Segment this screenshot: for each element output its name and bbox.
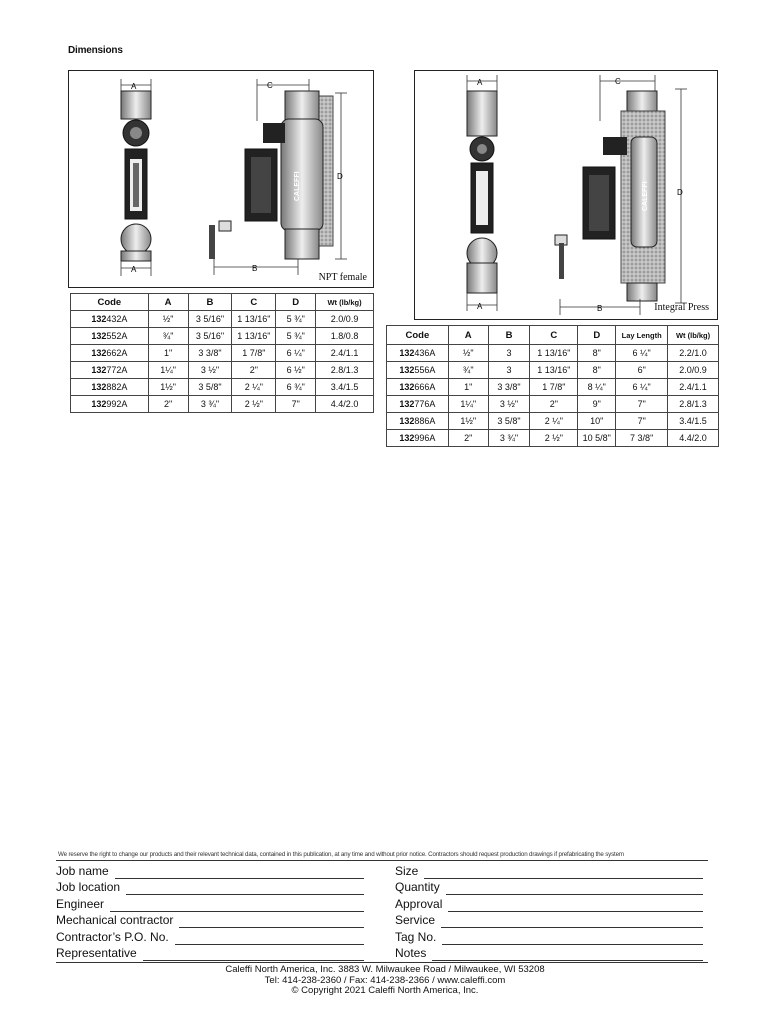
cell-b: 3 3/8" <box>488 379 530 396</box>
cell-code <box>387 396 449 413</box>
approval-field[interactable] <box>395 896 703 912</box>
cell-c: 2 ¼" <box>530 413 578 430</box>
cell-wt: 2.0/0.9 <box>316 311 374 328</box>
code-suffix: 552A <box>106 331 128 341</box>
code-suffix: 996A <box>414 433 436 443</box>
cell-code <box>387 362 449 379</box>
field-line <box>110 900 364 912</box>
field-label: Approval <box>395 896 443 911</box>
mechanical-contractor-field[interactable] <box>56 912 364 928</box>
code-suffix: 432A <box>106 314 128 324</box>
dim-a-bottom: A <box>477 302 483 311</box>
cell-a: 2" <box>448 430 488 447</box>
cell-lay: 7" <box>616 396 668 413</box>
code-suffix: 886A <box>414 416 436 426</box>
field-label: Job name <box>56 863 109 878</box>
cell-c: 1 7/8" <box>232 345 276 362</box>
cell-code <box>387 430 449 447</box>
field-label: Representative <box>56 945 137 960</box>
engineer-field[interactable] <box>56 896 364 912</box>
cell-wt: 3.4/1.5 <box>668 413 719 430</box>
dim-c: C <box>615 77 621 86</box>
front-view <box>121 79 151 276</box>
cell-c: 2 ½" <box>232 396 276 413</box>
cell-a: 1¼" <box>148 362 188 379</box>
cell-b: 3 ¾" <box>188 396 232 413</box>
cell-lay: 7 3/8" <box>616 430 668 447</box>
dim-b: B <box>597 304 603 313</box>
cell-code <box>71 328 149 345</box>
job-name-field[interactable] <box>56 863 364 879</box>
cell-c: 1 13/16" <box>530 345 578 362</box>
side-view <box>555 75 687 315</box>
cell-d: 6 ¼" <box>276 345 316 362</box>
footer-address: Caleffi North America, Inc. 3883 W. Milwaukee Road / Milwaukee, WI 53208 <box>225 964 545 975</box>
disclaimer: We reserve the right to change our products and their relevant technical data, contained in this publication, at any time and without prior notice. Contractors should request production drawings if prefabricating the system <box>58 851 624 858</box>
table-row <box>387 362 719 379</box>
divider-bottom <box>56 962 708 963</box>
cell-c: 1 13/16" <box>530 362 578 379</box>
cell-wt: 3.4/1.5 <box>316 379 374 396</box>
cell-c: 2" <box>232 362 276 379</box>
dim-b: B <box>252 264 258 273</box>
cell-d: 10 5/8" <box>578 430 616 447</box>
field-label: Notes <box>395 945 427 960</box>
valve-brand-label: CALEFFI <box>642 181 649 211</box>
cell-code <box>387 413 449 430</box>
section-title: Dimensions <box>68 45 123 56</box>
tag-number-field[interactable] <box>395 929 703 945</box>
table-row <box>71 379 374 396</box>
field-label: Quantity <box>395 879 440 894</box>
code-prefix: 132 <box>91 365 107 375</box>
cell-d: 5 ¾" <box>276 311 316 328</box>
table-row <box>387 430 719 447</box>
cell-wt: 4.4/2.0 <box>668 430 719 447</box>
cell-a: 1½" <box>148 379 188 396</box>
code-prefix: 132 <box>399 348 415 358</box>
header-weight: Wt (lb/kg) <box>668 326 719 345</box>
cell-d: 6 ¾" <box>276 379 316 396</box>
dim-a-bottom: A <box>131 265 137 274</box>
footer-contact: Tel: 414-238-2360 / Fax: 414-238-2366 / www.caleffi.com <box>264 974 506 986</box>
code-prefix: 132 <box>399 416 415 426</box>
po-number-field[interactable] <box>56 929 364 945</box>
code-suffix: 662A <box>106 348 128 358</box>
table-row <box>71 328 374 345</box>
press-dimensions-table <box>386 325 719 447</box>
dim-c: C <box>267 81 273 90</box>
header-code: Code <box>71 294 149 311</box>
cell-d: 10" <box>578 413 616 430</box>
code-suffix: 992A <box>106 399 128 409</box>
field-label: Size <box>395 863 419 878</box>
service-field[interactable] <box>395 912 703 928</box>
cell-c: 1 13/16" <box>232 328 276 345</box>
cell-wt: 2.4/1.1 <box>316 345 374 362</box>
table-row <box>387 396 719 413</box>
field-label: Tag No. <box>395 929 437 944</box>
header-b: B <box>188 294 232 311</box>
cell-wt: 2.8/1.3 <box>668 396 719 413</box>
cell-c: 2 ¼" <box>232 379 276 396</box>
field-line <box>143 949 364 961</box>
job-location-field[interactable] <box>56 879 364 895</box>
cell-b: 3 5/16" <box>188 311 232 328</box>
field-line <box>175 933 364 945</box>
cell-a: ½" <box>448 345 488 362</box>
cell-d: 8" <box>578 362 616 379</box>
table-row <box>387 345 719 362</box>
npt-caption: NPT female <box>318 272 367 283</box>
code-suffix: 882A <box>106 382 128 392</box>
cell-a: 1½" <box>448 413 488 430</box>
cell-a: 1" <box>448 379 488 396</box>
code-prefix: 132 <box>91 331 107 341</box>
cell-code <box>71 345 149 362</box>
npt-valve-illustration <box>69 71 372 286</box>
cell-code <box>71 379 149 396</box>
header-d: D <box>578 326 616 345</box>
size-field[interactable] <box>395 863 703 879</box>
table-row <box>71 362 374 379</box>
cell-wt: 4.4/2.0 <box>316 396 374 413</box>
field-line <box>424 867 703 879</box>
press-table-body <box>387 345 719 447</box>
header-lay-length: Lay Length <box>616 326 668 345</box>
cell-d: 8 ¼" <box>578 379 616 396</box>
cell-a: 1" <box>148 345 188 362</box>
field-label: Mechanical contractor <box>56 912 174 927</box>
header-c: C <box>530 326 578 345</box>
field-line <box>442 933 703 945</box>
cell-b: 3 <box>488 345 530 362</box>
table-header-row <box>387 326 719 345</box>
dim-d: D <box>677 188 683 197</box>
field-line <box>446 883 703 895</box>
field-label: Engineer <box>56 896 105 911</box>
cell-d: 8" <box>578 345 616 362</box>
dim-a-top: A <box>131 82 137 91</box>
cell-lay: 6 ¼" <box>616 345 668 362</box>
code-prefix: 132 <box>91 399 107 409</box>
field-line <box>179 916 364 928</box>
cell-code <box>387 345 449 362</box>
table-row <box>71 311 374 328</box>
dim-a-top: A <box>477 78 483 87</box>
code-prefix: 132 <box>399 433 415 443</box>
field-label: Service <box>395 912 436 927</box>
footer-copyright: © Copyright 2021 Caleffi North America, Inc. <box>291 985 479 996</box>
cell-d: 6 ½" <box>276 362 316 379</box>
table-row <box>71 396 374 413</box>
notes-field[interactable] <box>395 945 703 961</box>
field-label: Contractor’s P.O. No. <box>56 929 169 944</box>
code-prefix: 132 <box>91 382 107 392</box>
cell-d: 5 ¾" <box>276 328 316 345</box>
table-row <box>71 345 374 362</box>
cell-lay: 6" <box>616 362 668 379</box>
code-suffix: 556A <box>414 365 436 375</box>
cell-a: 1¼" <box>448 396 488 413</box>
footer <box>0 965 770 997</box>
code-prefix: 132 <box>91 348 107 358</box>
cell-code <box>71 396 149 413</box>
npt-table-body <box>71 311 374 413</box>
cell-code <box>71 362 149 379</box>
cell-wt: 2.8/1.3 <box>316 362 374 379</box>
code-suffix: 776A <box>414 399 436 409</box>
cell-b: 3 ½" <box>488 396 530 413</box>
cell-wt: 2.2/1.0 <box>668 345 719 362</box>
header-a: A <box>148 294 188 311</box>
cell-b: 3 <box>488 362 530 379</box>
field-line <box>441 916 703 928</box>
press-valve-illustration <box>415 71 716 318</box>
field-line <box>432 949 703 961</box>
cell-lay: 6 ¼" <box>616 379 668 396</box>
valve-brand-label: CALEFFI <box>294 171 301 201</box>
field-label: Job location <box>56 879 121 894</box>
code-prefix: 132 <box>399 382 415 392</box>
cell-wt: 2.0/0.9 <box>668 362 719 379</box>
header-b: B <box>488 326 530 345</box>
cell-b: 3 ¾" <box>488 430 530 447</box>
press-caption: Integral Press <box>654 302 709 313</box>
npt-dimensions-table <box>70 293 374 413</box>
quantity-field[interactable] <box>395 879 703 895</box>
cell-c: 1 13/16" <box>232 311 276 328</box>
cell-code <box>387 379 449 396</box>
divider-top <box>56 860 708 861</box>
code-suffix: 666A <box>414 382 436 392</box>
cell-b: 3 5/8" <box>488 413 530 430</box>
cell-code <box>71 311 149 328</box>
cell-a: ½" <box>148 311 188 328</box>
header-c: C <box>232 294 276 311</box>
npt-drawing <box>68 70 374 288</box>
code-prefix: 132 <box>399 399 415 409</box>
code-prefix: 132 <box>91 314 107 324</box>
cell-a: ¾" <box>448 362 488 379</box>
cell-b: 3 5/8" <box>188 379 232 396</box>
press-drawing <box>414 70 718 320</box>
header-weight: Wt (lb/kg) <box>316 294 374 311</box>
representative-field[interactable] <box>56 945 364 961</box>
cell-wt: 1.8/0.8 <box>316 328 374 345</box>
header-d: D <box>276 294 316 311</box>
cell-c: 2" <box>530 396 578 413</box>
cell-b: 3 3/8" <box>188 345 232 362</box>
front-view <box>467 75 497 311</box>
cell-d: 7" <box>276 396 316 413</box>
code-suffix: 436A <box>414 348 436 358</box>
field-line <box>448 900 703 912</box>
table-header-row <box>71 294 374 311</box>
dim-d: D <box>337 172 343 181</box>
code-suffix: 772A <box>106 365 128 375</box>
cell-a: ¾" <box>148 328 188 345</box>
cell-c: 2 ½" <box>530 430 578 447</box>
header-a: A <box>448 326 488 345</box>
cell-b: 3 ½" <box>188 362 232 379</box>
header-code: Code <box>387 326 449 345</box>
side-view <box>209 79 347 275</box>
code-prefix: 132 <box>399 365 415 375</box>
table-row <box>387 413 719 430</box>
cell-wt: 2.4/1.1 <box>668 379 719 396</box>
cell-a: 2" <box>148 396 188 413</box>
cell-c: 1 7/8" <box>530 379 578 396</box>
field-line <box>126 883 364 895</box>
cell-b: 3 5/16" <box>188 328 232 345</box>
cell-lay: 7" <box>616 413 668 430</box>
table-row <box>387 379 719 396</box>
field-line <box>115 867 364 879</box>
cell-d: 9" <box>578 396 616 413</box>
